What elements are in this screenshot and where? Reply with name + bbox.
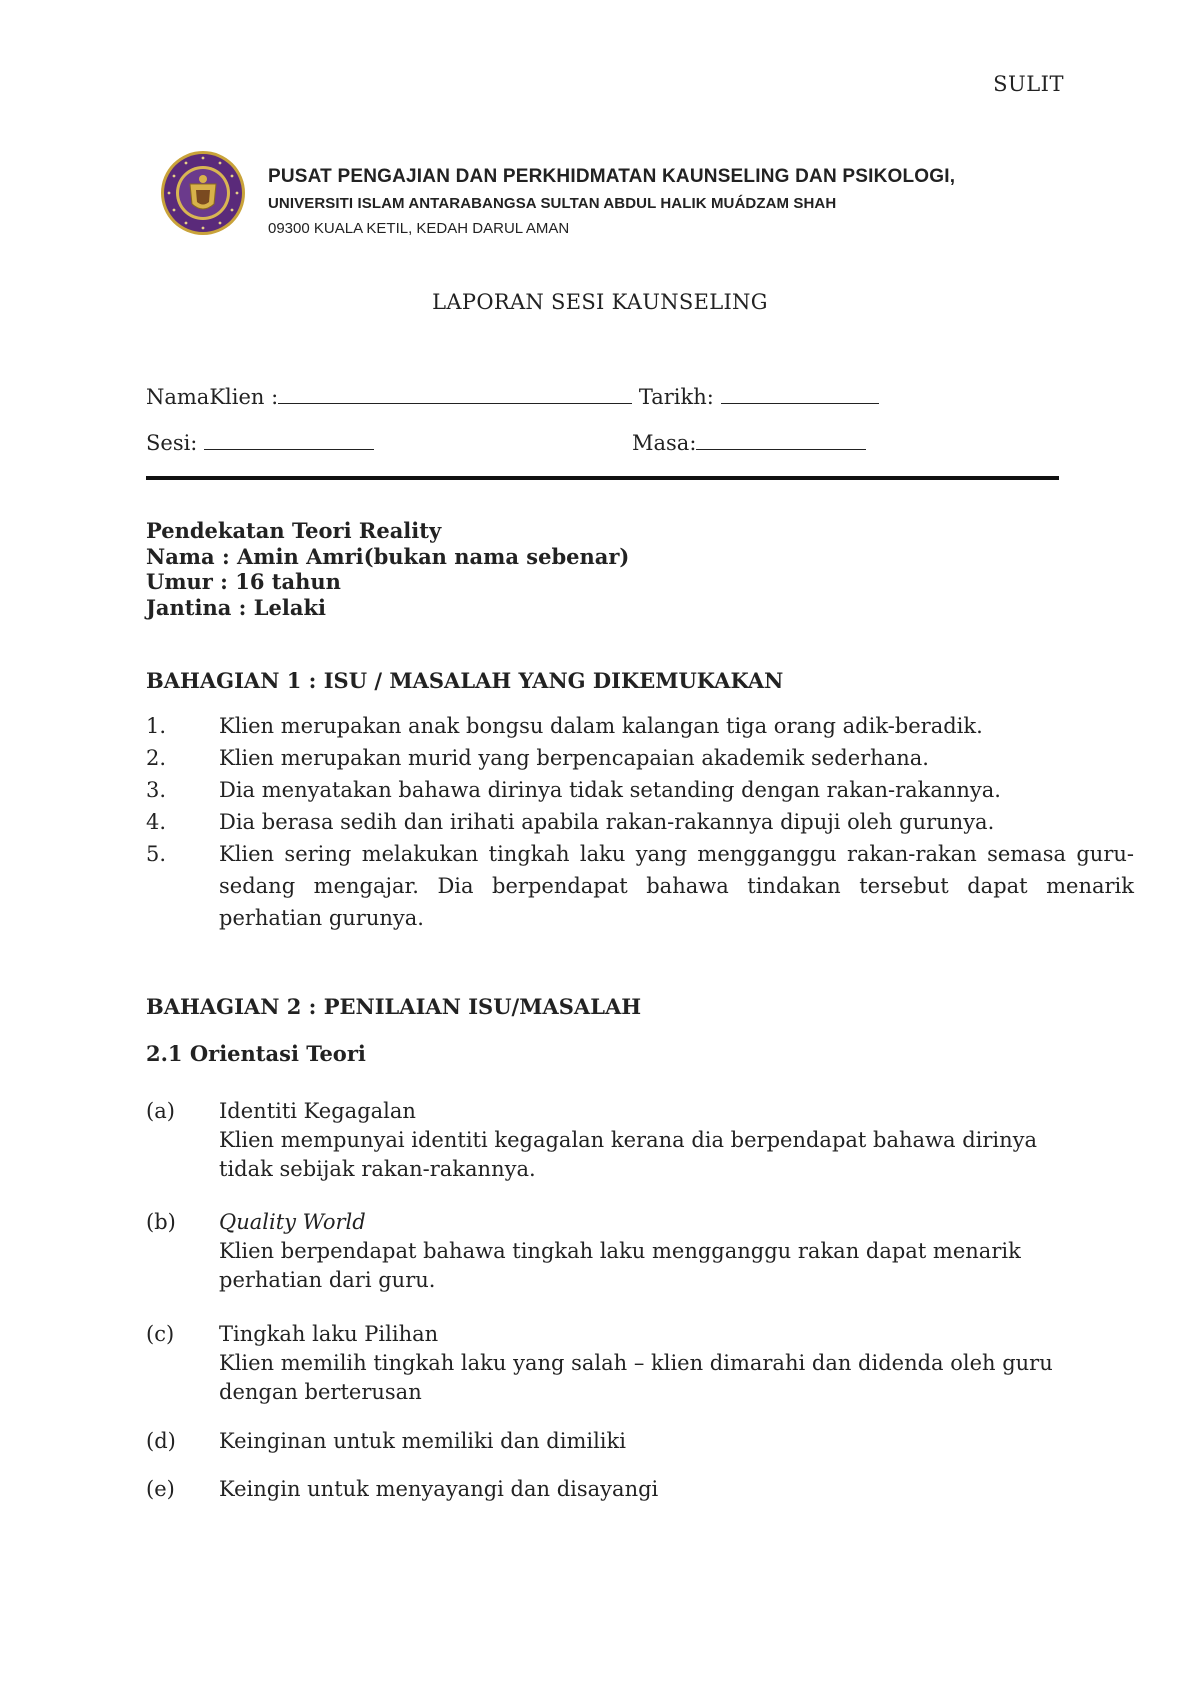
item-body: Klien mempunyai identiti kegagalan kerana dia berpendapat bahawa dirinya tidak sebijak rakan-rakannya. xyxy=(219,1128,1038,1181)
section1-heading: BAHAGIAN 1 : ISU / MASALAH YANG DIKEMUKAKAN xyxy=(146,668,784,693)
orientation-item-e: (e) Keingin untuk menyayangi dan disayangi xyxy=(146,1475,1066,1504)
form-row-2 xyxy=(146,427,374,455)
list-item: 1. Klien merupakan anak bongsu dalam kalangan tiga orang adik-beradik. xyxy=(146,714,983,738)
client-info xyxy=(146,518,629,620)
nama-field[interactable] xyxy=(278,381,632,404)
tarikh-label: Tarikh: xyxy=(638,385,714,409)
classification-label: SULIT xyxy=(993,72,1064,96)
list-item: 3. Dia menyatakan bahawa dirinya tidak setanding dengan rakan-rakannya. xyxy=(146,778,1001,802)
sesi-field[interactable] xyxy=(204,427,374,450)
list-item: 4. Dia berasa sedih dan irihati apabila rakan-rakannya dipuji oleh gurunya. xyxy=(146,810,995,834)
horizontal-rule xyxy=(146,476,1059,480)
list-item: 5. Klien sering melakukan tingkah laku yang mengganggu rakan-rakan semasa guru-sedang mengajar. Dia berpendapat bahawa tindakan tersebut dapat menarik perhatian gurunya. xyxy=(146,842,1134,930)
client-gender: Jantina : Lelaki xyxy=(146,594,326,620)
section2-subheading: 2.1 Orientasi Teori xyxy=(146,1041,366,1066)
client-name: Nama : Amin Amri(bukan nama sebenar) xyxy=(146,543,630,569)
institution-address: 09300 KUALA KETIL, KEDAH DARUL AMAN xyxy=(268,220,570,237)
form-row-1 xyxy=(146,381,879,409)
orientation-item-d: (d) Keinginan untuk memiliki dan dimiliki xyxy=(146,1427,1066,1456)
orientation-item-c: (c) Tingkah laku Pilihan Klien memilih tingkah laku yang salah – klien dimarahi dan didenda oleh guru dengan berterusan xyxy=(146,1320,1066,1407)
item-body: Klien memilih tingkah laku yang salah – klien dimarahi dan didenda oleh guru dengan berterusan xyxy=(219,1351,1053,1404)
item-title: Quality World xyxy=(219,1210,366,1234)
item-title: Keingin untuk menyayangi dan disayangi xyxy=(219,1477,659,1501)
masa-label: Masa: xyxy=(632,431,697,455)
report-title: LAPORAN SESI KAUNSELING xyxy=(432,290,768,314)
item-body: Klien berpendapat bahawa tingkah laku mengganggu rakan dapat menarik perhatian dari guru. xyxy=(219,1239,1021,1292)
item-title: Keinginan untuk memiliki dan dimiliki xyxy=(219,1429,626,1453)
section1-list xyxy=(146,710,1134,934)
university-name: UNIVERSITI ISLAM ANTARABANGSA SULTAN ABDUL HALIK MUÁDZAM SHAH xyxy=(268,195,837,212)
tarikh-field[interactable] xyxy=(721,381,879,404)
sesi-label: Sesi: xyxy=(146,431,198,455)
orientation-item-b: (b) Quality World Klien berpendapat bahawa tingkah laku mengganggu rakan dapat menarik perhatian dari guru. xyxy=(146,1208,1066,1295)
section2-heading: BAHAGIAN 2 : PENILAIAN ISU/MASALAH xyxy=(146,994,642,1019)
institution-header xyxy=(268,166,955,237)
university-logo xyxy=(160,150,246,236)
client-age: Umur : 16 tahun xyxy=(146,569,341,594)
masa-field[interactable] xyxy=(696,427,866,450)
nama-label: NamaKlien : xyxy=(146,385,279,409)
orientation-item-a: (a) Identiti Kegagalan Klien mempunyai identiti kegagalan kerana dia berpendapat bahawa dirinya tidak sebijak rakan-rakannya. xyxy=(146,1097,1066,1184)
item-title: Tingkah laku Pilihan xyxy=(219,1322,439,1346)
list-item: 2. Klien merupakan murid yang berpencapaian akademik sederhana. xyxy=(146,746,929,770)
institution-name: PUSAT PENGAJIAN DAN PERKHIDMATAN KAUNSELING DAN PSIKOLOGI, xyxy=(268,166,956,187)
form-row-2b xyxy=(632,427,866,455)
item-title: Identiti Kegagalan xyxy=(219,1099,416,1123)
approach: Pendekatan Teori Reality xyxy=(146,518,442,543)
